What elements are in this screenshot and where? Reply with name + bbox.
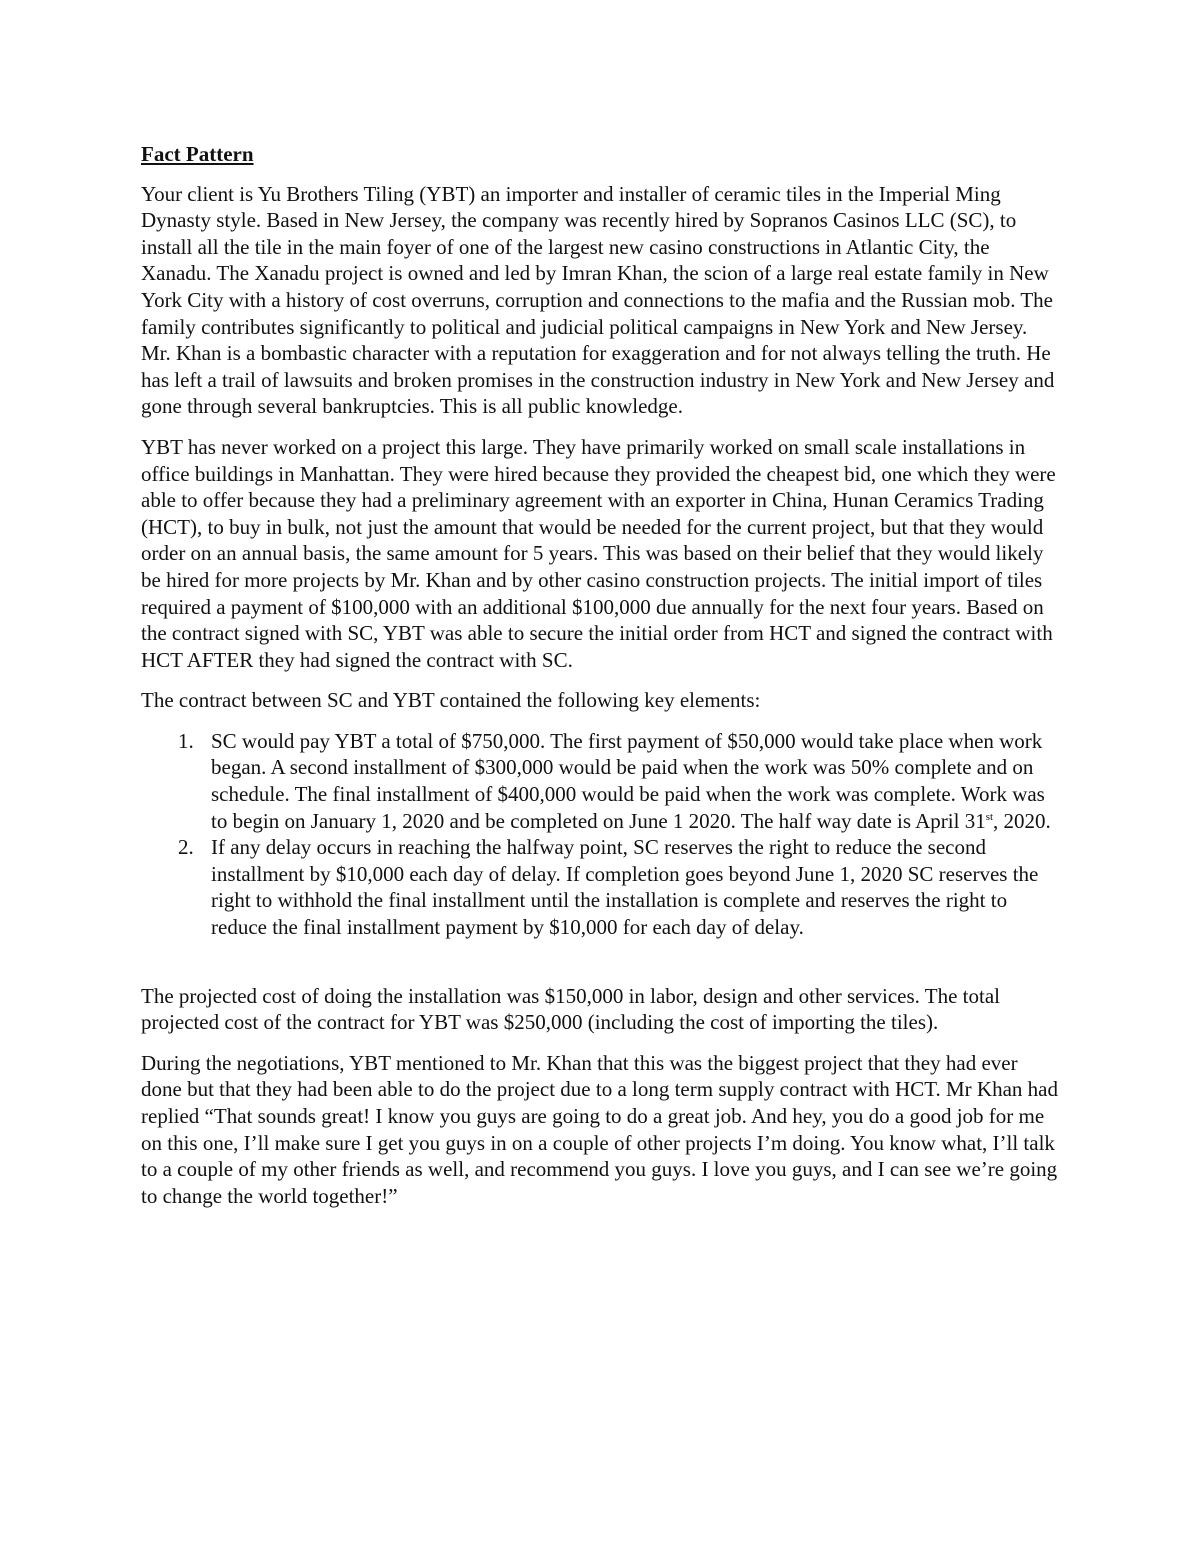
list-item-text: If any delay occurs in reaching the halfway point, SC reserves the right to reduce the second installment by $10,000 each day of delay. If completion goes beyond June 1, 2020 SC reserves the right to withhold the final installment until the installation is complete and reserves the right to reduce the final installment payment by $10,000 for each day of delay. [211, 835, 1039, 940]
contract-elements-list [141, 728, 1060, 941]
paragraph-client-background: Your client is Yu Brothers Tiling (YBT) an importer and installer of ceramic tiles in the Imperial Ming Dynasty style. Based in New Jersey, the company was recently hired by Sopranos Casinos LLC (SC), to install all the tile in the main foyer of one of the largest new casino constructions in Atlantic City, the Xanadu. The Xanadu project is owned and led by Imran Khan, the scion of a large real estate family in New York City with a history of cost overruns, corruption and connections to the mafia and the Russian mob. The family contributes significantly to political and judicial political campaigns in New York and New Jersey. Mr. Khan is a bombastic character with a reputation for exaggeration and for not always telling the truth. He has left a trail of lawsuits and broken promises in the construction industry in New York and New Jersey and gone through several bankruptcies. This is all public knowledge. [141, 181, 1055, 419]
list-item-number: 2. [178, 835, 194, 860]
document-title: Fact Pattern [141, 142, 254, 166]
blank-line [141, 941, 1060, 983]
paragraph-negotiations: During the negotiations, YBT mentioned to Mr. Khan that this was the biggest project that they had ever done but that they had been able to do the project due to a long term supply contract with HCT. Mr Khan had replied “That sounds great! I know you guys are going to do a great job. And hey, you do a good job for me on this one, I’ll make sure I get you guys in on a couple of other projects I’m doing. You know what, I’ll talk to a couple of my other friends as well, and recommend you guys. I love you guys, and I can see we’re going to change the world together!” [141, 1050, 1058, 1208]
list-item-text: SC would pay YBT a total of $750,000. The first payment of $50,000 would take place when work began. A second installment of $300,000 would be paid when the work was 50% complete and on schedule. The final installment of $400,000 would be paid when the work was complete. Work was to begin on January 1, 2020 and be completed on June 1 2020. The half way date is April 31 [211, 728, 1045, 833]
list-item [178, 728, 1060, 834]
paragraph-projected-cost: The projected cost of doing the installation was $150,000 in labor, design and other services. The total projected cost of the contract for YBT was $250,000 (including the cost of importing the tiles). [141, 983, 1000, 1035]
paragraph-contract-intro: The contract between SC and YBT contained the following key elements: [141, 688, 761, 713]
list-item-number: 1. [178, 728, 194, 753]
list-item [178, 834, 1060, 940]
paragraph-ybt-background: YBT has never worked on a project this large. They have primarily worked on small scale installations in office buildings in Manhattan. They were hired because they provided the cheapest bid, one which they were able to offer because they had a preliminary agreement with an exporter in China, Hunan Ceramics Trading (HCT), to buy in bulk, not just the amount that would be needed for the current project, but that they would order on an annual basis, the same amount for 5 years. This was based on their belief that they would likely be hired for more projects by Mr. Khan and by other casino construction projects. The initial import of tiles required a payment of $100,000 with an additional $100,000 due annually for the next four years. Based on the contract signed with SC, YBT was able to secure the initial order from HCT and signed the contract with HCT AFTER they had signed the contract with SC. [141, 434, 1056, 672]
list-item-text-end: , 2020. [993, 808, 1051, 833]
list-item-superscript: st [985, 810, 994, 823]
